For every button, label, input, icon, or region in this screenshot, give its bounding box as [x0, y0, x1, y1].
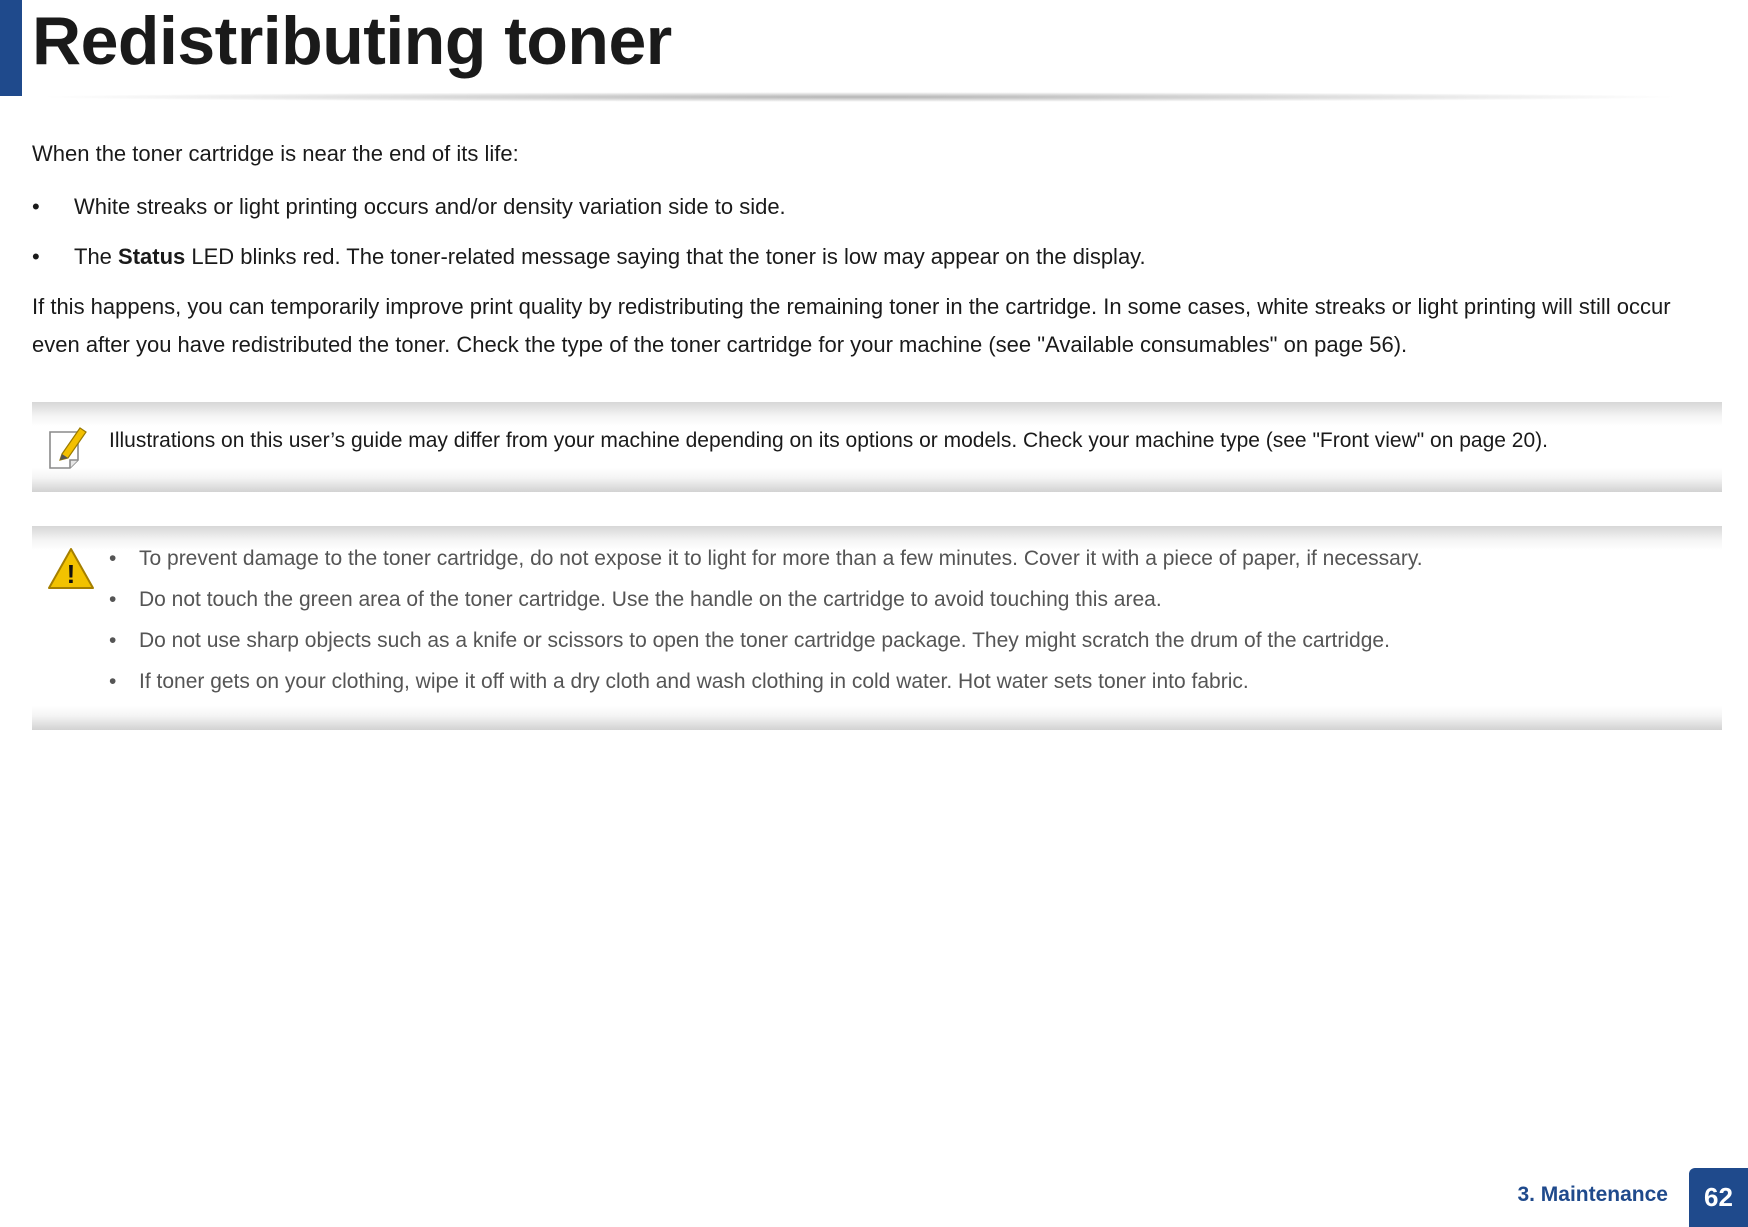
- bullet-icon: •: [32, 244, 40, 269]
- warning-mark: !: [66, 559, 76, 589]
- section-label: 3. Maintenance: [1517, 1183, 1668, 1206]
- list-item: [32, 188, 1722, 238]
- bullet-icon: •: [109, 629, 117, 652]
- list-item: [109, 542, 1423, 583]
- bullet-icon: •: [32, 194, 40, 219]
- caution-text: If toner gets on your clothing, wipe it off with a dry cloth and wash clothing in cold water. Hot water sets toner into fabric.: [139, 670, 1249, 693]
- caution-box: [32, 526, 1722, 730]
- explanation-paragraph: If this happens, you can temporarily improve print quality by redistributing the remaining toner in the cartridge. In some cases, white streaks or light printing will still occur even after you have redistributed the toner. Check the type of the toner cartridge for your machine (see "Available consumables" on page 56).: [32, 294, 1671, 357]
- symptom-list: [32, 188, 1722, 288]
- list-item-text: White streaks or light printing occurs and/or density variation side to side.: [74, 194, 786, 219]
- intro-text: When the toner cartridge is near the end of its life:: [32, 141, 519, 166]
- caution-text: Do not use sharp objects such as a knife or scissors to open the toner cartridge package. They might scratch the drum of the cartridge.: [139, 629, 1390, 652]
- bullet-icon: •: [109, 547, 117, 570]
- caution-list: [109, 542, 1423, 706]
- note-text: Illustrations on this user’s guide may differ from your machine depending on its options or models. Check your machine type (see "Front view" on page 20).: [109, 429, 1548, 452]
- list-item: [109, 665, 1423, 706]
- bullet-icon: •: [109, 670, 117, 693]
- list-item: [32, 238, 1722, 288]
- caution-text: Do not touch the green area of the toner cartridge. Use the handle on the cartridge to avoid touching this area.: [139, 588, 1162, 611]
- list-item-text-prefix: The: [74, 244, 119, 269]
- warning-triangle-icon: [46, 546, 96, 597]
- caution-text: To prevent damage to the toner cartridge, do not expose it to light for more than a few minutes. Cover it with a piece of paper, if necessary.: [139, 547, 1423, 570]
- page-number: 62: [1689, 1168, 1748, 1227]
- bullet-icon: •: [109, 588, 117, 611]
- title-divider: [32, 92, 1687, 102]
- page-title: Redistributing toner: [32, 3, 672, 79]
- title-accent-bar: [0, 0, 22, 96]
- status-label: Status: [118, 244, 186, 269]
- note-box: [32, 402, 1722, 492]
- note-pencil-icon: [46, 424, 88, 475]
- list-item: [109, 583, 1423, 624]
- list-item-text-suffix: LED blinks red. The toner-related message saying that the toner is low may appear on the display.: [185, 244, 1146, 269]
- list-item: [109, 624, 1423, 665]
